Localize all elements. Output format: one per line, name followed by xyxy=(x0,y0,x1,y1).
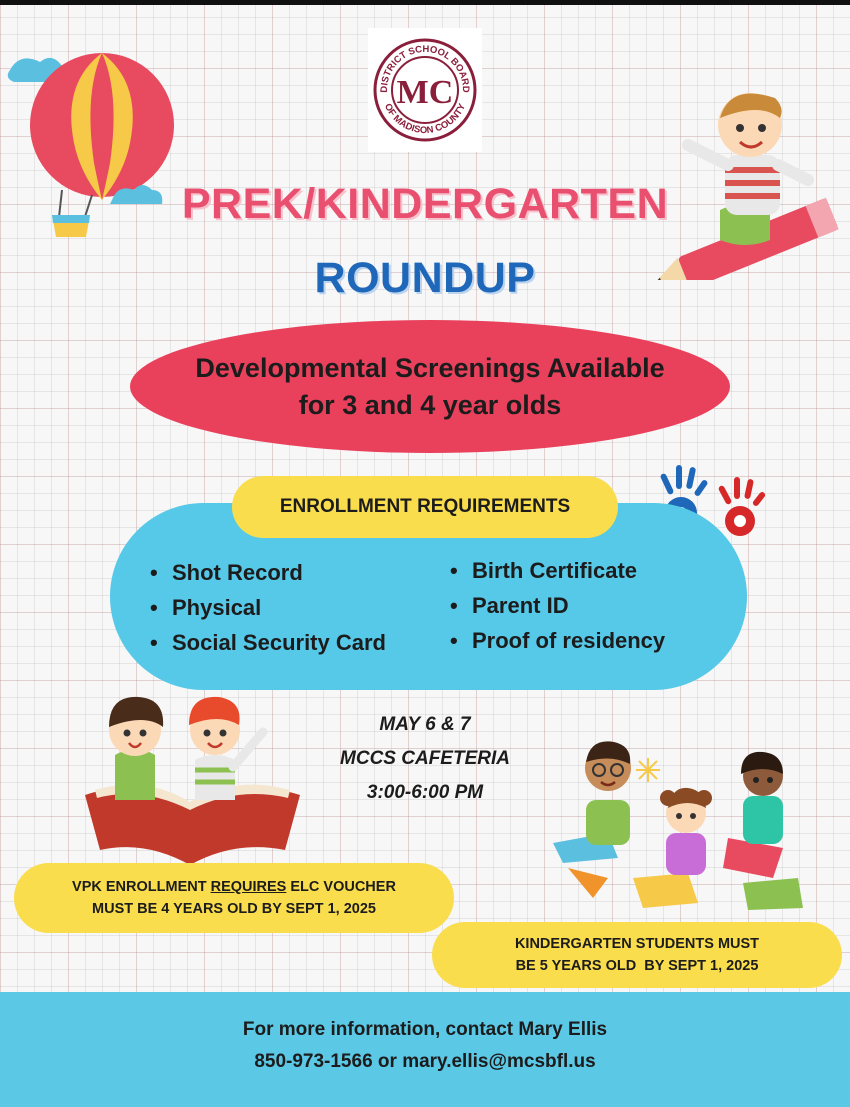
kindergarten-requirement-banner xyxy=(432,922,842,988)
svg-text:OF MADISON COUNTY: OF MADISON COUNTY xyxy=(381,101,469,137)
requirements-heading: ENROLLMENT REQUIREMENTS xyxy=(232,476,618,538)
sparkle-icon xyxy=(636,758,660,782)
vpk-requirement-banner xyxy=(14,863,454,933)
list-item: • Proof of residency xyxy=(450,623,665,658)
requirements-list-right xyxy=(450,553,665,658)
kindergarten-line-1: KINDERGARTEN STUDENTS MUST xyxy=(514,936,760,952)
kindergarten-line-2: BE 5 YEARS OLD BY SEPT 1, 2025 xyxy=(515,958,759,974)
list-item: • Social Security Card xyxy=(150,625,386,660)
list-item: • Shot Record xyxy=(150,555,386,590)
contact-phone-email[interactable]: 850-973-1566 or mary.ellis@mcsbfl.us xyxy=(254,1050,596,1072)
kids-reading-book-illustration xyxy=(75,685,310,865)
vpk-line-1: VPK ENROLLMENT REQUIRES ELC VOUCHER xyxy=(72,879,396,895)
list-item: • Birth Certificate xyxy=(450,553,665,588)
event-dates: MAY 6 & 7 xyxy=(379,714,471,735)
logo-ring-text: DISTRICT SCHOOL BOARD xyxy=(378,43,472,93)
screening-banner xyxy=(130,320,730,453)
list-item: • Physical xyxy=(150,590,386,625)
contact-line: For more information, contact Mary Ellis xyxy=(242,1018,608,1040)
contact-footer xyxy=(0,992,850,1107)
vpk-line-2: MUST BE 4 YEARS OLD BY SEPT 1, 2025 xyxy=(92,901,376,917)
event-details xyxy=(300,708,550,810)
requires-emphasis: REQUIRES xyxy=(210,879,287,895)
logo-monogram: MC xyxy=(396,74,454,111)
top-border xyxy=(0,0,850,5)
list-item: • Parent ID xyxy=(450,588,665,623)
screening-line-1: Developmental Screenings Available xyxy=(195,352,665,383)
page-subtitle: ROUNDUP xyxy=(314,254,536,302)
kids-crafting-illustration xyxy=(548,738,818,913)
screening-line-2: for 3 and 4 year olds xyxy=(298,389,562,420)
school-board-logo xyxy=(368,28,482,152)
event-location: MCCS CAFETERIA xyxy=(340,748,510,769)
requirements-list-left xyxy=(150,555,386,660)
page-title: PREK/KINDERGARTEN xyxy=(181,180,669,228)
red-handprint-icon xyxy=(718,477,767,536)
event-time: 3:00-6:00 PM xyxy=(366,782,484,803)
